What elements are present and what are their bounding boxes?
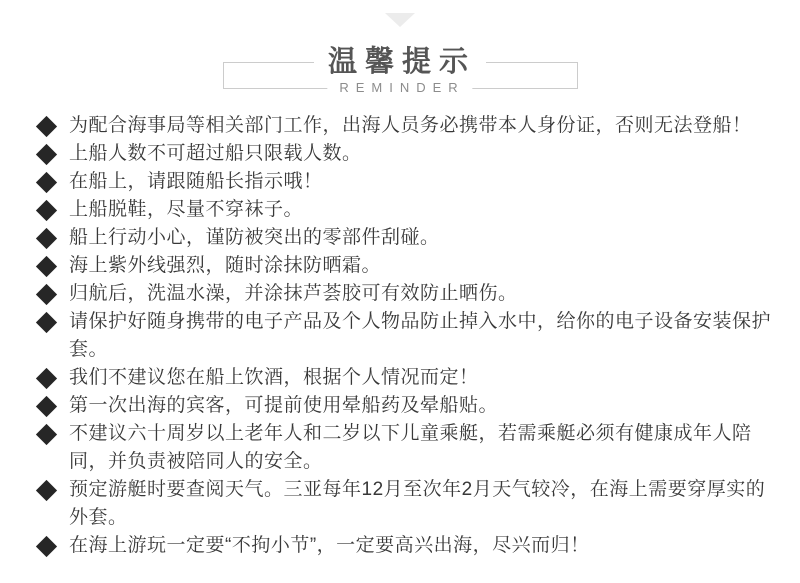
tip-text: 归航后，洗温水澡，并涂抹芦荟胶可有效防止晒伤。 — [69, 283, 518, 304]
list-item — [36, 196, 772, 224]
list-item — [36, 140, 772, 168]
diamond-bullet-icon — [36, 536, 57, 557]
down-triangle-icon — [385, 13, 415, 27]
page-title: 温馨提示 — [314, 45, 486, 79]
diamond-bullet-icon — [36, 424, 57, 445]
list-item — [36, 476, 772, 532]
header-box — [223, 46, 578, 95]
list-item — [36, 112, 772, 140]
list-item — [36, 392, 772, 420]
tip-text: 预定游艇时要查阅天气。三亚每年12月至次年2月天气较冷，在海上需要穿厚实的外套。 — [69, 479, 766, 528]
tips-list — [0, 112, 800, 560]
list-item — [36, 364, 772, 392]
list-item — [36, 532, 772, 560]
list-item — [36, 224, 772, 252]
diamond-bullet-icon — [36, 172, 57, 193]
tip-text: 请保护好随身携带的电子产品及个人物品防止掉入水中，给你的电子设备安装保护套。 — [69, 311, 772, 360]
tip-text: 上船脱鞋，尽量不穿袜子。 — [69, 199, 304, 220]
diamond-bullet-icon — [36, 228, 57, 249]
tip-text: 海上紫外线强烈，随时涂抹防晒霜。 — [69, 255, 382, 276]
tip-text: 我们不建议您在船上饮酒，根据个人情况而定！ — [69, 367, 479, 388]
list-item — [36, 168, 772, 196]
diamond-bullet-icon — [36, 200, 57, 221]
diamond-bullet-icon — [36, 284, 57, 305]
tip-text: 在船上，请跟随船长指示哦！ — [69, 171, 323, 192]
tip-text: 不建议六十周岁以上老年人和二岁以下儿童乘艇，若需乘艇必须有健康成年人陪同，并负责被陪同人的安全。 — [69, 423, 752, 472]
diamond-bullet-icon — [36, 116, 57, 137]
diamond-bullet-icon — [36, 256, 57, 277]
tip-text: 为配合海事局等相关部门工作，出海人员务必携带本人身份证，否则无法登船！ — [69, 115, 752, 136]
diamond-bullet-icon — [36, 396, 57, 417]
list-item — [36, 252, 772, 280]
page-subtitle: REMINDER — [327, 80, 472, 96]
diamond-bullet-icon — [36, 312, 57, 333]
tip-text: 第一次出海的宾客，可提前使用晕船药及晕船贴。 — [69, 395, 499, 416]
diamond-bullet-icon — [36, 144, 57, 165]
diamond-bullet-icon — [36, 368, 57, 389]
tip-text: 在海上游玩一定要“不拘小节”，一定要高兴出海，尽兴而归！ — [69, 535, 590, 556]
tip-text: 上船人数不可超过船只限载人数。 — [69, 143, 362, 164]
tip-text: 船上行动小心，谨防被突出的零部件刮碰。 — [69, 227, 440, 248]
list-item — [36, 420, 772, 476]
list-item — [36, 280, 772, 308]
diamond-bullet-icon — [36, 480, 57, 501]
list-item — [36, 308, 772, 364]
